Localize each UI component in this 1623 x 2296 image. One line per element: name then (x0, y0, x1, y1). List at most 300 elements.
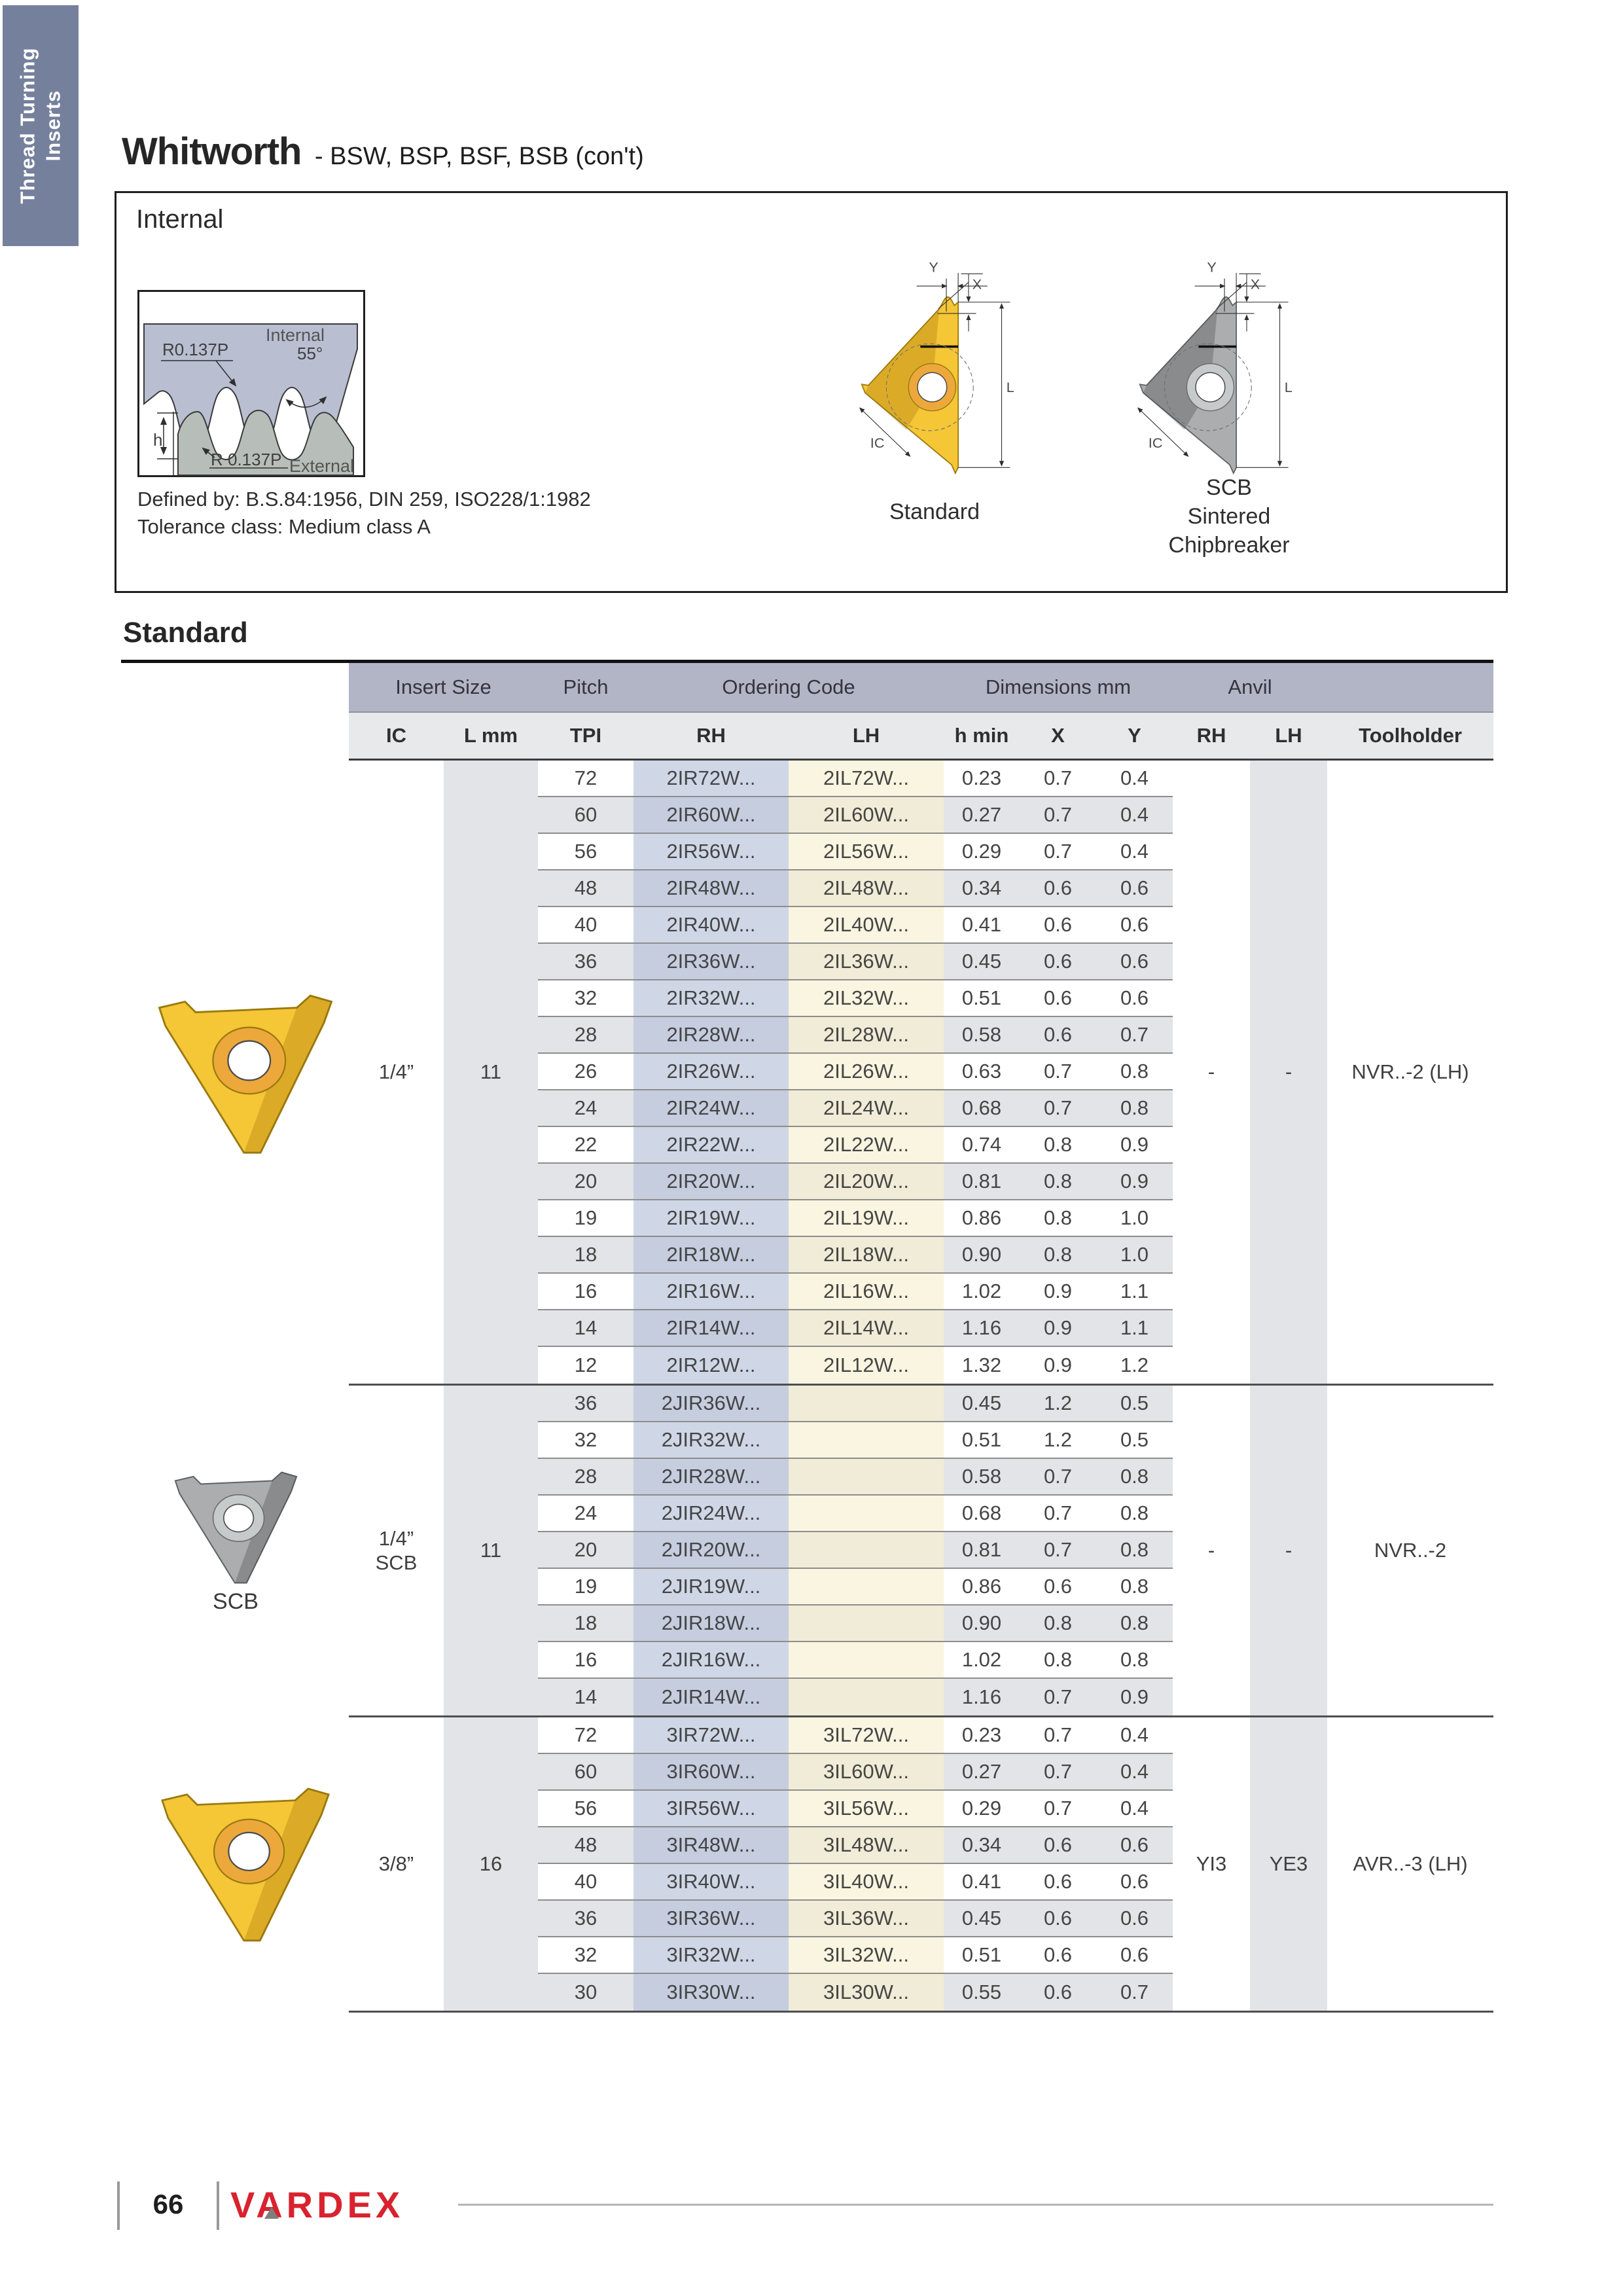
h-min-cell: 0.81 (944, 1164, 1020, 1199)
h-min-cell: 0.90 (944, 1237, 1020, 1272)
rh-code-cell: 2IR14W... (633, 1310, 789, 1346)
rh-code-cell: 2IR18W... (633, 1237, 789, 1272)
col-header-anvil-lh: LH (1275, 724, 1302, 747)
y-dim-cell: 0.6 (1096, 1901, 1173, 1936)
tolerance-text: Tolerance class: Medium class A (137, 515, 431, 538)
lh-code-cell (789, 1569, 944, 1604)
tpi-cell: 26 (538, 1054, 633, 1089)
lh-code-cell: 2IL18W... (789, 1237, 944, 1272)
h-min-cell: 1.02 (944, 1274, 1020, 1309)
rh-code-cell: 2IR36W... (633, 944, 789, 979)
tpi-cell: 40 (538, 907, 633, 942)
tpi-cell: 72 (538, 761, 633, 796)
h-min-cell: 0.34 (944, 1827, 1020, 1863)
lh-code-cell (789, 1532, 944, 1568)
col-header-y: Y (1128, 724, 1141, 747)
ic-size-cell (349, 1717, 444, 2011)
y-dim-cell: 0.7 (1096, 1974, 1173, 2011)
rh-code-cell: 3IR60W... (633, 1754, 789, 1789)
y-dim-cell: 0.8 (1096, 1532, 1173, 1568)
toolholder-cell: AVR..-3 (LH) (1327, 1717, 1493, 2011)
tpi-cell: 20 (538, 1164, 633, 1199)
internal-region-label: Internal (266, 325, 325, 345)
toolholder-cell: NVR..-2 (1327, 1386, 1493, 1715)
col-header-lh: LH (852, 724, 880, 747)
lh-code-cell: 3IL56W... (789, 1791, 944, 1826)
table-row (538, 1310, 1173, 1347)
h-min-cell: 0.27 (944, 1754, 1020, 1789)
l-mm-cell: 16 (444, 1717, 538, 2011)
group-header-dimensions: Dimensions mm (985, 675, 1132, 698)
ic-size-cell (349, 761, 444, 1384)
standard-section-heading: Standard (123, 617, 248, 649)
h-min-cell: 0.45 (944, 1901, 1020, 1936)
x-dim-cell: 0.7 (1020, 834, 1096, 869)
h-min-cell: 0.41 (944, 907, 1020, 942)
page-title-row (122, 130, 644, 173)
table-group-header-row (349, 663, 1493, 713)
x-dim-cell: 0.8 (1020, 1127, 1096, 1162)
tpi-cell: 56 (538, 834, 633, 869)
y-dim-cell: 0.6 (1096, 1864, 1173, 1899)
tpi-cell: 32 (538, 980, 633, 1016)
hole (224, 1504, 254, 1532)
y-dim-cell: 0.7 (1096, 1017, 1173, 1052)
tpi-cell: 18 (538, 1605, 633, 1641)
tpi-cell: 30 (538, 1974, 633, 2011)
rh-code-cell: 2IR72W... (633, 761, 789, 796)
col-header-lmm: L mm (463, 724, 518, 747)
internal-panel (115, 191, 1508, 593)
col-header-ic: IC (386, 724, 406, 747)
table-row (538, 1237, 1173, 1274)
rh-code-cell: 3IR72W... (633, 1717, 789, 1753)
lh-code-cell (789, 1605, 944, 1641)
footer-divider-2 (217, 2181, 219, 2230)
h-min-cell: 0.55 (944, 1974, 1020, 2011)
lh-code-cell: 3IL72W... (789, 1717, 944, 1753)
h-min-cell: 0.51 (944, 980, 1020, 1016)
x-dim-label: X (972, 276, 982, 293)
x-dim-cell: 0.7 (1020, 1679, 1096, 1715)
standard-caption: Standard (889, 499, 980, 524)
lower-radius-label: R 0.137P (211, 450, 282, 469)
rh-code-cell: 3IR40W... (633, 1864, 789, 1899)
col-header-tpi: TPI (569, 724, 602, 747)
l-dim-label: L (1006, 378, 1014, 395)
x-dim-cell: 0.8 (1020, 1642, 1096, 1677)
lh-code-cell: 3IL60W... (789, 1754, 944, 1789)
x-dim-cell: 0.7 (1020, 797, 1096, 833)
x-dim-cell: 0.8 (1020, 1237, 1096, 1272)
y-dim-cell: 0.4 (1096, 834, 1173, 869)
hole (228, 1041, 270, 1080)
scb-caption (1098, 473, 1360, 560)
h-min-cell: 1.16 (944, 1310, 1020, 1346)
col-header-toolholder: Toolholder (1359, 724, 1462, 747)
lh-code-cell: 2IL36W... (789, 944, 944, 979)
lh-code-cell: 2IL32W... (789, 980, 944, 1016)
tpi-cell: 36 (538, 944, 633, 979)
page-title: Whitworth (122, 130, 302, 173)
thread-profile-diagram (137, 290, 365, 477)
h-min-cell: 0.27 (944, 797, 1020, 833)
rh-code-cell: 3IR48W... (633, 1827, 789, 1863)
anvil-rh-cell: YI3 (1173, 1717, 1250, 2011)
table-group-1 (349, 761, 1493, 1384)
x-dim-cell: 0.6 (1020, 980, 1096, 1016)
table-row (538, 1901, 1173, 1937)
lh-code-cell: 2IL24W... (789, 1090, 944, 1126)
table-row (538, 761, 1173, 797)
table-row (538, 1017, 1173, 1054)
page-subtitle: - BSW, BSP, BSF, BSB (con't) (314, 143, 644, 170)
rh-code-cell: 2IR60W... (633, 797, 789, 833)
rh-code-cell: 2IR24W... (633, 1090, 789, 1126)
lh-code-cell (789, 1386, 944, 1421)
tpi-cell: 24 (538, 1496, 633, 1531)
l-mm-cell: 11 (444, 761, 538, 1384)
table-row (538, 1642, 1173, 1679)
rh-code-cell: 3IR36W... (633, 1901, 789, 1936)
h-min-cell: 0.58 (944, 1017, 1020, 1052)
col-header-x: X (1051, 724, 1065, 747)
table-column-header-row (349, 713, 1493, 761)
insert-photo-three-eighth-inch (151, 1770, 340, 1947)
x-dim-cell: 0.7 (1020, 1054, 1096, 1089)
x-dim-cell: 0.6 (1020, 1569, 1096, 1604)
ic-size-label: 1/4” (378, 1060, 414, 1084)
tpi-cell: 28 (538, 1017, 633, 1052)
tpi-cell: 18 (538, 1237, 633, 1272)
ic-size-label: 1/4” SCB (375, 1526, 418, 1574)
tab-label (15, 47, 66, 204)
h-min-cell: 0.74 (944, 1127, 1020, 1162)
table-row (538, 870, 1173, 907)
tab-label-line1: Thread Turning (16, 47, 39, 204)
tpi-cell: 60 (538, 1754, 633, 1789)
x-dim-cell: 0.8 (1020, 1164, 1096, 1199)
x-dim-cell: 0.6 (1020, 1901, 1096, 1936)
h-min-cell: 0.34 (944, 870, 1020, 906)
tpi-cell: 48 (538, 1827, 633, 1863)
anvil-rh-cell: - (1173, 761, 1250, 1384)
lh-code-cell: 2IL60W... (789, 797, 944, 833)
rh-code-cell: 2JIR18W... (633, 1605, 789, 1641)
tpi-cell: 20 (538, 1532, 633, 1568)
group-header-spacer (1327, 663, 1493, 711)
rh-code-cell: 3IR56W... (633, 1791, 789, 1826)
h-min-cell: 0.29 (944, 1791, 1020, 1826)
tpi-cell: 12 (538, 1347, 633, 1384)
rh-code-cell: 2JIR20W... (633, 1532, 789, 1568)
table-row (538, 1532, 1173, 1569)
y-dim-cell: 0.4 (1096, 761, 1173, 796)
y-dim-cell: 0.4 (1096, 1791, 1173, 1826)
x-dim-cell: 0.7 (1020, 1090, 1096, 1126)
insert-photo-quarter-inch (147, 977, 344, 1160)
scb-photo-caption: SCB (213, 1589, 259, 1614)
x-dim-cell: 0.6 (1020, 1864, 1096, 1899)
x-dim-cell: 0.9 (1020, 1310, 1096, 1346)
hole (1196, 372, 1225, 402)
y-dim-cell: 0.8 (1096, 1569, 1173, 1604)
table-row (538, 1754, 1173, 1791)
lh-code-cell (789, 1496, 944, 1531)
y-dim-cell: 0.6 (1096, 944, 1173, 979)
tpi-cell: 19 (538, 1569, 633, 1604)
lh-code-cell: 2IL16W... (789, 1274, 944, 1309)
tpi-cell: 16 (538, 1642, 633, 1677)
h-min-cell: 0.63 (944, 1054, 1020, 1089)
group-rows (538, 1386, 1173, 1715)
lh-code-cell (789, 1642, 944, 1677)
table-row (538, 1827, 1173, 1864)
lh-code-cell: 2IL26W... (789, 1054, 944, 1089)
x-dim-cell: 0.7 (1020, 1791, 1096, 1826)
y-dim-cell: 0.8 (1096, 1605, 1173, 1641)
table-body (349, 761, 1493, 2013)
h-min-cell: 0.58 (944, 1459, 1020, 1494)
table-group-2 (349, 1384, 1493, 1715)
h-min-cell: 0.23 (944, 1717, 1020, 1753)
scb-caption-line3: Chipbreaker (1168, 533, 1290, 558)
internal-heading: Internal (136, 205, 224, 234)
rh-code-cell: 2JIR16W... (633, 1642, 789, 1677)
x-dim-label: X (1250, 276, 1260, 293)
anvil-rh-cell: - (1173, 1386, 1250, 1715)
scb-caption-line1: SCB (1206, 475, 1252, 500)
lh-code-cell: 2IL40W... (789, 907, 944, 942)
group-rows (538, 761, 1173, 1384)
y-dim-cell: 0.8 (1096, 1459, 1173, 1494)
table-row (538, 1200, 1173, 1237)
x-dim-cell: 1.2 (1020, 1422, 1096, 1458)
tpi-cell: 19 (538, 1200, 633, 1236)
group-rows (538, 1717, 1173, 2011)
standard-insert-diagram (849, 245, 1020, 482)
y-dim-cell: 0.8 (1096, 1642, 1173, 1677)
rh-code-cell: 2IR12W... (633, 1347, 789, 1384)
y-dim-label: Y (929, 259, 938, 276)
lh-code-cell: 3IL40W... (789, 1864, 944, 1899)
l-mm-cell: 11 (444, 1386, 538, 1715)
anvil-lh-cell: YE3 (1250, 1717, 1327, 2011)
col-header-anvil-rh: RH (1196, 724, 1226, 747)
lh-code-cell: 3IL36W... (789, 1901, 944, 1936)
rh-code-cell: 2IR16W... (633, 1274, 789, 1309)
anvil-lh-cell: - (1250, 1386, 1327, 1715)
x-dim-cell: 0.7 (1020, 1717, 1096, 1753)
tpi-cell: 48 (538, 870, 633, 906)
rh-code-cell: 2IR28W... (633, 1017, 789, 1052)
x-dim-cell: 0.7 (1020, 1754, 1096, 1789)
rh-code-cell: 3IR32W... (633, 1937, 789, 1973)
table-group-3 (349, 1715, 1493, 2013)
x-dim-cell: 0.7 (1020, 1459, 1096, 1494)
tpi-cell: 36 (538, 1386, 633, 1421)
h-label: h (153, 430, 163, 450)
table-row (538, 1679, 1173, 1715)
table-row (538, 944, 1173, 980)
h-min-cell: 0.90 (944, 1605, 1020, 1641)
rh-code-cell: 2JIR28W... (633, 1459, 789, 1494)
h-min-cell: 0.81 (944, 1532, 1020, 1568)
group-header-pitch: Pitch (563, 675, 609, 698)
rh-code-cell: 2IR22W... (633, 1127, 789, 1162)
table-row (538, 1274, 1173, 1310)
group-header-insert-size: Insert Size (395, 675, 491, 698)
table-row (538, 1054, 1173, 1090)
lh-code-cell: 2IL12W... (789, 1347, 944, 1384)
ic-size-cell (349, 1386, 444, 1715)
x-dim-cell: 0.6 (1020, 1017, 1096, 1052)
table-row (538, 1127, 1173, 1164)
group-header-anvil: Anvil (1228, 675, 1272, 698)
upper-radius-label: R0.137P (162, 340, 229, 359)
rh-code-cell: 3IR30W... (633, 1974, 789, 2011)
insert-photo-quarter-inch-scb (162, 1460, 310, 1587)
y-dim-label: Y (1207, 259, 1217, 276)
table-row (538, 834, 1173, 870)
y-dim-cell: 0.5 (1096, 1422, 1173, 1458)
table-row (538, 797, 1173, 834)
h-min-cell: 0.51 (944, 1422, 1020, 1458)
vardex-logo-triangle-icon (264, 2207, 279, 2219)
y-dim-cell: 0.6 (1096, 870, 1173, 906)
ic-dim-label: IC (870, 435, 885, 452)
rh-code-cell: 2IR32W... (633, 980, 789, 1016)
hole (918, 372, 947, 402)
tpi-cell: 28 (538, 1459, 633, 1494)
rh-code-cell: 2JIR32W... (633, 1422, 789, 1458)
tpi-cell: 14 (538, 1310, 633, 1346)
table-row (538, 1864, 1173, 1901)
table-row (538, 1459, 1173, 1496)
x-dim-cell: 0.9 (1020, 1347, 1096, 1384)
thread-turning-inserts-tab (3, 5, 79, 246)
angle-label: 55° (297, 344, 323, 363)
h-min-cell: 0.23 (944, 761, 1020, 796)
lh-code-cell: 2IL22W... (789, 1127, 944, 1162)
rh-code-cell: 2IR26W... (633, 1054, 789, 1089)
y-dim-cell: 0.9 (1096, 1127, 1173, 1162)
tpi-cell: 56 (538, 1791, 633, 1826)
h-min-cell: 1.32 (944, 1347, 1020, 1384)
y-dim-cell: 1.1 (1096, 1274, 1173, 1309)
rh-code-cell: 2JIR19W... (633, 1569, 789, 1604)
lh-code-cell: 3IL32W... (789, 1937, 944, 1973)
tpi-cell: 24 (538, 1090, 633, 1126)
group-header-ordering-code: Ordering Code (722, 675, 855, 698)
h-min-cell: 0.41 (944, 1864, 1020, 1899)
ic-size-label: 3/8” (378, 1852, 414, 1876)
tpi-cell: 16 (538, 1274, 633, 1309)
x-dim-cell: 0.6 (1020, 1827, 1096, 1863)
rh-code-cell: 2IR48W... (633, 870, 789, 906)
table-row (538, 1422, 1173, 1459)
y-dim-cell: 0.9 (1096, 1164, 1173, 1199)
lh-code-cell (789, 1422, 944, 1458)
y-dim-cell: 0.9 (1096, 1679, 1173, 1715)
y-dim-cell: 1.2 (1096, 1347, 1173, 1384)
h-min-cell: 1.16 (944, 1679, 1020, 1715)
tpi-cell: 60 (538, 797, 633, 833)
rh-code-cell: 2IR20W... (633, 1164, 789, 1199)
table-row (538, 1937, 1173, 1974)
y-dim-cell: 0.4 (1096, 1754, 1173, 1789)
y-dim-cell: 0.4 (1096, 797, 1173, 833)
y-dim-cell: 0.6 (1096, 1937, 1173, 1973)
table-row (538, 1386, 1173, 1422)
x-dim-cell: 0.7 (1020, 1496, 1096, 1531)
y-dim-cell: 0.4 (1096, 1717, 1173, 1753)
y-dim-cell: 1.0 (1096, 1237, 1173, 1272)
y-dim-cell: 0.6 (1096, 907, 1173, 942)
rh-code-cell: 2IR40W... (633, 907, 789, 942)
y-dim-cell: 0.5 (1096, 1386, 1173, 1421)
h-min-cell: 0.86 (944, 1569, 1020, 1604)
rh-code-cell: 2IR56W... (633, 834, 789, 869)
tpi-cell: 14 (538, 1679, 633, 1715)
scb-insert-diagram (1128, 245, 1298, 482)
x-dim-cell: 0.6 (1020, 1974, 1096, 2011)
tpi-cell: 32 (538, 1937, 633, 1973)
col-header-rh: RH (696, 724, 726, 747)
x-dim-cell: 0.8 (1020, 1200, 1096, 1236)
table-row (538, 1569, 1173, 1605)
tpi-cell: 36 (538, 1901, 633, 1936)
table-row (538, 1496, 1173, 1532)
rh-code-cell: 2JIR36W... (633, 1386, 789, 1421)
anvil-lh-cell: - (1250, 761, 1327, 1384)
table-row (538, 1164, 1173, 1200)
x-dim-cell: 0.6 (1020, 907, 1096, 942)
lh-code-cell: 3IL30W... (789, 1974, 944, 2011)
table-row (538, 980, 1173, 1017)
y-dim-cell: 0.8 (1096, 1090, 1173, 1126)
lh-code-cell: 2IL48W... (789, 870, 944, 906)
y-dim-cell: 1.1 (1096, 1310, 1173, 1346)
table-row (538, 1347, 1173, 1384)
y-dim-cell: 1.0 (1096, 1200, 1173, 1236)
table-row (538, 1791, 1173, 1827)
lh-code-cell (789, 1459, 944, 1494)
x-dim-cell: 0.7 (1020, 761, 1096, 796)
table-row (538, 1717, 1173, 1754)
scb-caption-line2: Sintered (1187, 504, 1271, 529)
h-min-cell: 0.29 (944, 834, 1020, 869)
tpi-cell: 72 (538, 1717, 633, 1753)
hole (228, 1833, 269, 1871)
lh-code-cell: 2IL72W... (789, 761, 944, 796)
lh-code-cell: 2IL19W... (789, 1200, 944, 1236)
h-min-cell: 0.45 (944, 944, 1020, 979)
x-dim-cell: 0.6 (1020, 1937, 1096, 1973)
table-row (538, 1090, 1173, 1127)
h-min-cell: 0.51 (944, 1937, 1020, 1973)
x-dim-cell: 0.6 (1020, 870, 1096, 906)
y-dim-cell: 0.8 (1096, 1054, 1173, 1089)
y-dim-cell: 0.8 (1096, 1496, 1173, 1531)
y-dim-cell: 0.6 (1096, 980, 1173, 1016)
l-dim-label: L (1284, 378, 1293, 395)
footer-rule (458, 2204, 1493, 2206)
ic-size-label-line2: SCB (375, 1551, 418, 1574)
h-min-cell: 0.68 (944, 1496, 1020, 1531)
table-row (538, 1974, 1173, 2011)
tpi-cell: 40 (538, 1864, 633, 1899)
